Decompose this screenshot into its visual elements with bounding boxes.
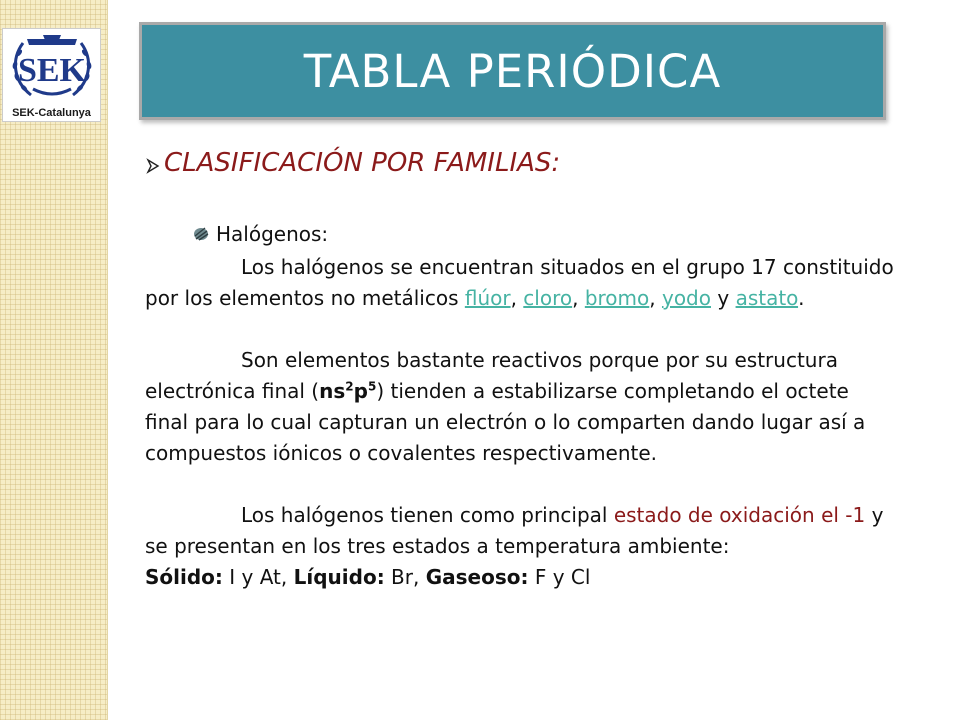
- link-astato[interactable]: astato: [735, 286, 799, 310]
- para1-end: .: [798, 286, 805, 310]
- body-text: [145, 252, 895, 593]
- subhead-text: Halógenos:: [216, 222, 329, 246]
- para3-text: Los halógenos tienen como principal: [241, 503, 614, 527]
- para2-text-2: ) tienden a estabilizarse completando el octete final para lo cual capturan un electrón o lo comparten dando lugar así a compuestos iónicos o covalentes respectivamente.: [145, 379, 866, 465]
- formula-p: p: [353, 379, 368, 403]
- liquid-value: Br,: [384, 565, 426, 589]
- sep: ,: [510, 286, 524, 310]
- link-bromo[interactable]: bromo: [584, 286, 650, 310]
- formula-sup-5: 5: [367, 379, 377, 394]
- sek-logo-letters: SEK: [17, 52, 87, 89]
- formula-ns: ns: [319, 379, 346, 403]
- para3-text-2: y se presentan en los tres estados a temperatura ambiente:: [145, 503, 884, 558]
- link-yodo[interactable]: yodo: [661, 286, 711, 310]
- paragraph-3: [145, 500, 895, 562]
- solid-label: Sólido:: [145, 565, 223, 589]
- gas-label: Gaseoso:: [425, 565, 529, 589]
- paragraph-1: [145, 252, 895, 314]
- link-fluor[interactable]: flúor: [464, 286, 511, 310]
- sep: ,: [572, 286, 585, 310]
- solid-value: I y At,: [222, 565, 294, 589]
- link-cloro[interactable]: cloro: [523, 286, 573, 310]
- disc-bullet-icon: [193, 227, 209, 241]
- section-heading: [145, 148, 560, 178]
- states-line: [145, 562, 895, 593]
- logo-caption: SEK-Catalunya: [12, 107, 91, 119]
- section-title: CLASIFICACIÓN POR FAMILIAS:: [164, 148, 561, 178]
- para2-text: Son elementos bastante reactivos porque por su estructura electrónica final (: [145, 348, 838, 403]
- formula-sup-2: 2: [345, 379, 354, 394]
- sep: ,: [649, 286, 662, 310]
- para1-text: Los halógenos se encuentran situados en el grupo 17 constituido por los elementos no metálicos: [145, 255, 894, 310]
- oxidation-state-highlight: estado de oxidación el -1: [613, 503, 866, 527]
- gas-value: F y Cl: [528, 565, 591, 589]
- title-banner: [139, 22, 886, 120]
- liquid-label: Líquido:: [293, 565, 385, 589]
- sek-logo: [2, 28, 101, 122]
- page-title: TABLA PERIÓDICA: [303, 44, 722, 98]
- paragraph-2: [145, 345, 895, 469]
- subheading-halogenos: [193, 222, 328, 246]
- sep: y: [711, 286, 736, 310]
- sek-emblem-icon: [9, 31, 95, 105]
- arrow-bullet-icon: [145, 158, 161, 174]
